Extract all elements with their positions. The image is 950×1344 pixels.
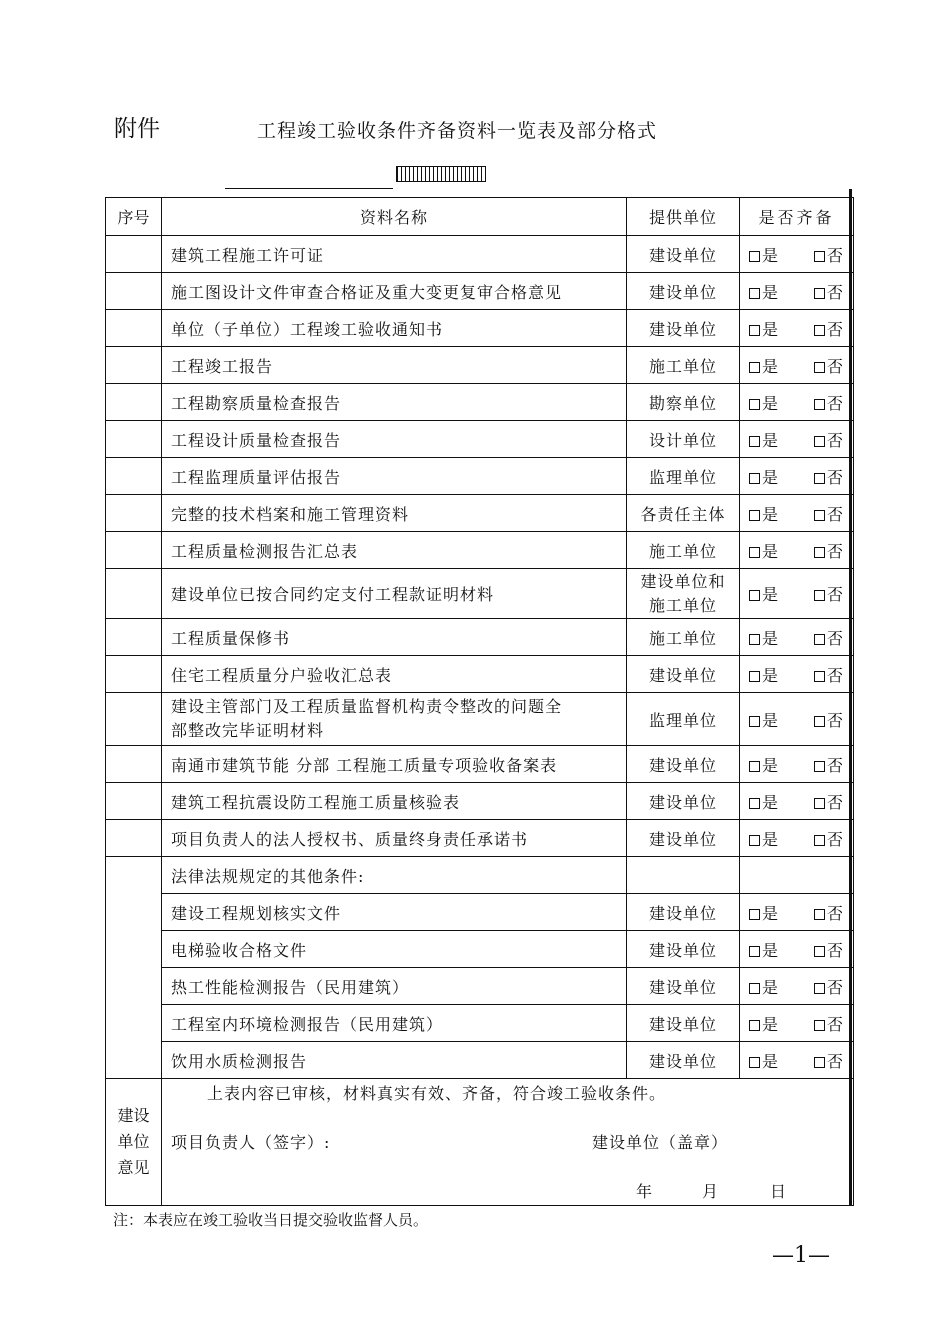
checkbox-yes[interactable]: 是 [749,391,778,414]
checkbox-no[interactable]: 否 [814,975,843,998]
checkbox-square-icon [814,1057,825,1068]
checkbox-square-icon [814,288,825,299]
checkbox-square-icon [749,362,760,373]
checkbox-square-icon [749,473,760,484]
header-index: 序号 [106,198,162,236]
checkbox-square-icon [749,716,760,727]
complete-checkboxes [740,857,854,894]
checkbox-yes[interactable]: 是 [749,827,778,850]
page-number: —1— [772,1243,830,1268]
date-month: 月 [702,1182,719,1201]
checkbox-yes[interactable]: 是 [749,539,778,562]
item-name: 工程设计质量检查报告 [162,421,627,458]
complete-checkboxes [740,1005,854,1042]
complete-checkboxes [740,310,854,347]
checkbox-yes[interactable]: 是 [749,354,778,377]
item-name: 工程质量保修书 [162,619,627,656]
item-unit: 施工单位 [627,619,740,656]
checkbox-square-icon [749,634,760,645]
item-name: 住宅工程质量分户验收汇总表 [162,656,627,693]
complete-checkboxes [740,1042,854,1079]
checkbox-square-icon [749,547,760,558]
table-row [106,458,854,495]
checkbox-square-icon [814,362,825,373]
table-row [106,236,854,273]
table-row [106,968,854,1005]
complete-checkboxes [740,656,854,693]
item-unit: 建设单位 [627,236,740,273]
item-name: 建筑工程施工许可证 [162,236,627,273]
table-row [106,693,854,746]
item-unit: 建设单位 [627,783,740,820]
other-conditions-heading: 法律法规规定的其他条件: [162,857,627,894]
complete-checkboxes [740,273,854,310]
checkbox-yes[interactable]: 是 [749,1049,778,1072]
item-unit: 勘察单位 [627,384,740,421]
complete-checkboxes [740,894,854,931]
project-leader-signature[interactable]: 项目负责人（签字）: [171,1133,331,1152]
item-name: 建筑工程抗震设防工程施工质量核验表 [162,783,627,820]
checkbox-yes[interactable]: 是 [749,582,778,605]
checkbox-no[interactable]: 否 [814,280,843,303]
date-year: 年 [636,1182,653,1201]
checkbox-no[interactable]: 否 [814,901,843,924]
table-header-row [106,198,854,236]
index-cell [106,693,162,746]
checkbox-square-icon [814,761,825,772]
complete-checkboxes [740,820,854,857]
index-cell [106,310,162,347]
checkbox-square-icon [749,761,760,772]
index-cell [106,783,162,820]
checkbox-yes[interactable]: 是 [749,663,778,686]
table-row [106,783,854,820]
checkbox-square-icon [814,251,825,262]
index-cell [106,820,162,857]
complete-checkboxes [740,347,854,384]
opinion-label: 建设 单位 意见 [106,1079,162,1206]
checkbox-square-icon [749,671,760,682]
checkbox-square-icon [814,547,825,558]
item-name: 电梯验收合格文件 [162,931,627,968]
checkbox-square-icon [814,325,825,336]
checkbox-square-icon [749,983,760,994]
checkbox-square-icon [749,946,760,957]
header-complete: 是否齐备 [740,198,854,236]
checkbox-yes[interactable]: 是 [749,280,778,303]
item-unit: 各责任主体 [627,495,740,532]
checkbox-square-icon [814,510,825,521]
checkbox-square-icon [749,436,760,447]
table-row [106,569,854,619]
item-name: 热工性能检测报告（民用建筑） [162,968,627,1005]
item-name: 饮用水质检测报告 [162,1042,627,1079]
table-row [106,894,854,931]
table-row [106,656,854,693]
complete-checkboxes [740,236,854,273]
index-cell [106,569,162,619]
opinion-statement: 上表内容已审核，材料真实有效、齐备，符合竣工验收条件。 [207,1084,667,1103]
document-title: 工程竣工验收条件齐备资料一览表及部分格式 [257,120,658,142]
checkbox-yes[interactable]: 是 [749,502,778,525]
item-unit: 建设单位 [627,273,740,310]
checkbox-no[interactable]: 否 [814,243,843,266]
index-cell [106,656,162,693]
checkbox-no[interactable]: 否 [814,708,843,731]
index-cell [106,746,162,783]
complete-checkboxes [740,931,854,968]
checkbox-no[interactable]: 否 [814,626,843,649]
item-unit: 施工单位 [627,532,740,569]
table-row [106,310,854,347]
checkbox-square-icon [749,909,760,920]
index-cell [106,857,162,1079]
table-row [106,532,854,569]
item-unit: 监理单位 [627,693,740,746]
checkbox-square-icon [814,798,825,809]
table-row [106,746,854,783]
index-cell [106,532,162,569]
item-unit: 建设单位 [627,820,740,857]
checkbox-no[interactable]: 否 [814,790,843,813]
checkbox-yes[interactable]: 是 [749,901,778,924]
checkbox-yes[interactable]: 是 [749,465,778,488]
item-name: 工程竣工报告 [162,347,627,384]
complete-checkboxes [740,783,854,820]
checkbox-square-icon [814,590,825,601]
table-row [106,1005,854,1042]
checkbox-no[interactable]: 否 [814,938,843,961]
complete-checkboxes [740,458,854,495]
checkbox-square-icon [749,288,760,299]
index-cell [106,619,162,656]
table-row [106,347,854,384]
checkbox-no[interactable]: 否 [814,1049,843,1072]
index-cell [106,236,162,273]
checkbox-square-icon [749,325,760,336]
attachment-label: 附件 [114,116,160,142]
checkbox-square-icon [749,798,760,809]
item-name: 建设单位已按合同约定支付工程款证明材料 [162,569,627,619]
checkbox-no[interactable]: 否 [814,663,843,686]
checkbox-no[interactable]: 否 [814,428,843,451]
item-unit: 建设单位 [627,894,740,931]
index-cell [106,458,162,495]
checkbox-no[interactable]: 否 [814,317,843,340]
checkbox-yes[interactable]: 是 [749,708,778,731]
item-name: 建设工程规划核实文件 [162,894,627,931]
item-unit: 监理单位 [627,458,740,495]
checkbox-yes[interactable]: 是 [749,243,778,266]
item-name: 施工图设计文件审查合格证及重大变更复审合格意见 [162,273,627,310]
checkbox-no[interactable]: 否 [814,354,843,377]
checkbox-square-icon [814,946,825,957]
other-conditions-heading-row [106,857,854,894]
item-unit: 建设单位 [627,1042,740,1079]
checkbox-square-icon [814,716,825,727]
title-underline [225,188,393,189]
checkbox-square-icon [749,1057,760,1068]
checkbox-yes[interactable]: 是 [749,1012,778,1035]
index-cell [106,384,162,421]
checkbox-no[interactable]: 否 [814,465,843,488]
checkbox-square-icon [749,251,760,262]
checkbox-square-icon [814,399,825,410]
table-row [106,421,854,458]
checkbox-no[interactable]: 否 [814,827,843,850]
item-name: 工程监理质量评估报告 [162,458,627,495]
item-name: 工程质量检测报告汇总表 [162,532,627,569]
index-cell [106,347,162,384]
complete-checkboxes [740,495,854,532]
item-unit: 设计单位 [627,421,740,458]
materials-table [105,197,854,1206]
complete-checkboxes [740,693,854,746]
checkbox-square-icon [749,590,760,601]
checkbox-square-icon [749,510,760,521]
checkbox-square-icon [749,399,760,410]
checkbox-square-icon [814,983,825,994]
table-row [106,619,854,656]
checkbox-yes[interactable]: 是 [749,790,778,813]
item-unit: 建设单位 [627,931,740,968]
item-name: 建设主管部门及工程质量监督机构责令整改的问题全 部整改完毕证明材料 [162,693,627,746]
complete-checkboxes [740,968,854,1005]
item-unit: 建设单位和 施工单位 [627,569,740,619]
item-name: 完整的技术档案和施工管理资料 [162,495,627,532]
index-cell [106,495,162,532]
checkbox-square-icon [749,835,760,846]
item-name: 工程勘察质量检查报告 [162,384,627,421]
checkbox-no[interactable]: 否 [814,502,843,525]
table-row [106,495,854,532]
index-cell [106,421,162,458]
checkbox-no[interactable]: 否 [814,391,843,414]
table-row [106,931,854,968]
checkbox-square-icon [814,436,825,447]
checkbox-no[interactable]: 否 [814,1012,843,1035]
checkbox-yes[interactable]: 是 [749,938,778,961]
checkbox-yes[interactable]: 是 [749,317,778,340]
checkbox-square-icon [814,1020,825,1031]
item-unit: 建设单位 [627,310,740,347]
item-name: 工程室内环境检测报告（民用建筑） [162,1005,627,1042]
complete-checkboxes [740,532,854,569]
item-unit: 建设单位 [627,1005,740,1042]
checkbox-square-icon [814,835,825,846]
checkbox-no[interactable]: 否 [814,539,843,562]
complete-checkboxes [740,384,854,421]
checkbox-yes[interactable]: 是 [749,428,778,451]
opinion-content [162,1079,854,1206]
date-day: 日 [770,1182,787,1201]
item-name: 南通市建筑节能 分部 工程施工质量专项验收备案表 [162,746,627,783]
form-code-stamp [396,166,486,182]
table-row [106,820,854,857]
checkbox-square-icon [814,909,825,920]
checkbox-square-icon [814,671,825,682]
checkbox-yes[interactable]: 是 [749,626,778,649]
item-unit: 施工单位 [627,347,740,384]
index-cell [106,273,162,310]
complete-checkboxes [740,619,854,656]
checkbox-no[interactable]: 否 [814,753,843,776]
table-row [106,384,854,421]
item-unit: 建设单位 [627,968,740,1005]
checkbox-yes[interactable]: 是 [749,975,778,998]
opinion-row [106,1079,854,1206]
header-unit: 提供单位 [627,198,740,236]
checkbox-square-icon [814,634,825,645]
item-unit: 建设单位 [627,746,740,783]
checkbox-no[interactable]: 否 [814,582,843,605]
item-unit [627,857,740,894]
table-row [106,1042,854,1079]
checkbox-square-icon [814,473,825,484]
item-name: 项目负责人的法人授权书、质量终身责任承诺书 [162,820,627,857]
checkbox-square-icon [749,1020,760,1031]
header-name: 资料名称 [162,198,627,236]
item-unit: 建设单位 [627,656,740,693]
construction-unit-seal[interactable]: 建设单位（盖章） [592,1133,729,1152]
footnote: 注：本表应在竣工验收当日提交验收监督人员。 [113,1211,429,1229]
table-row [106,273,854,310]
complete-checkboxes [740,746,854,783]
checkbox-yes[interactable]: 是 [749,753,778,776]
complete-checkboxes [740,569,854,619]
complete-checkboxes [740,421,854,458]
item-name: 单位（子单位）工程竣工验收通知书 [162,310,627,347]
